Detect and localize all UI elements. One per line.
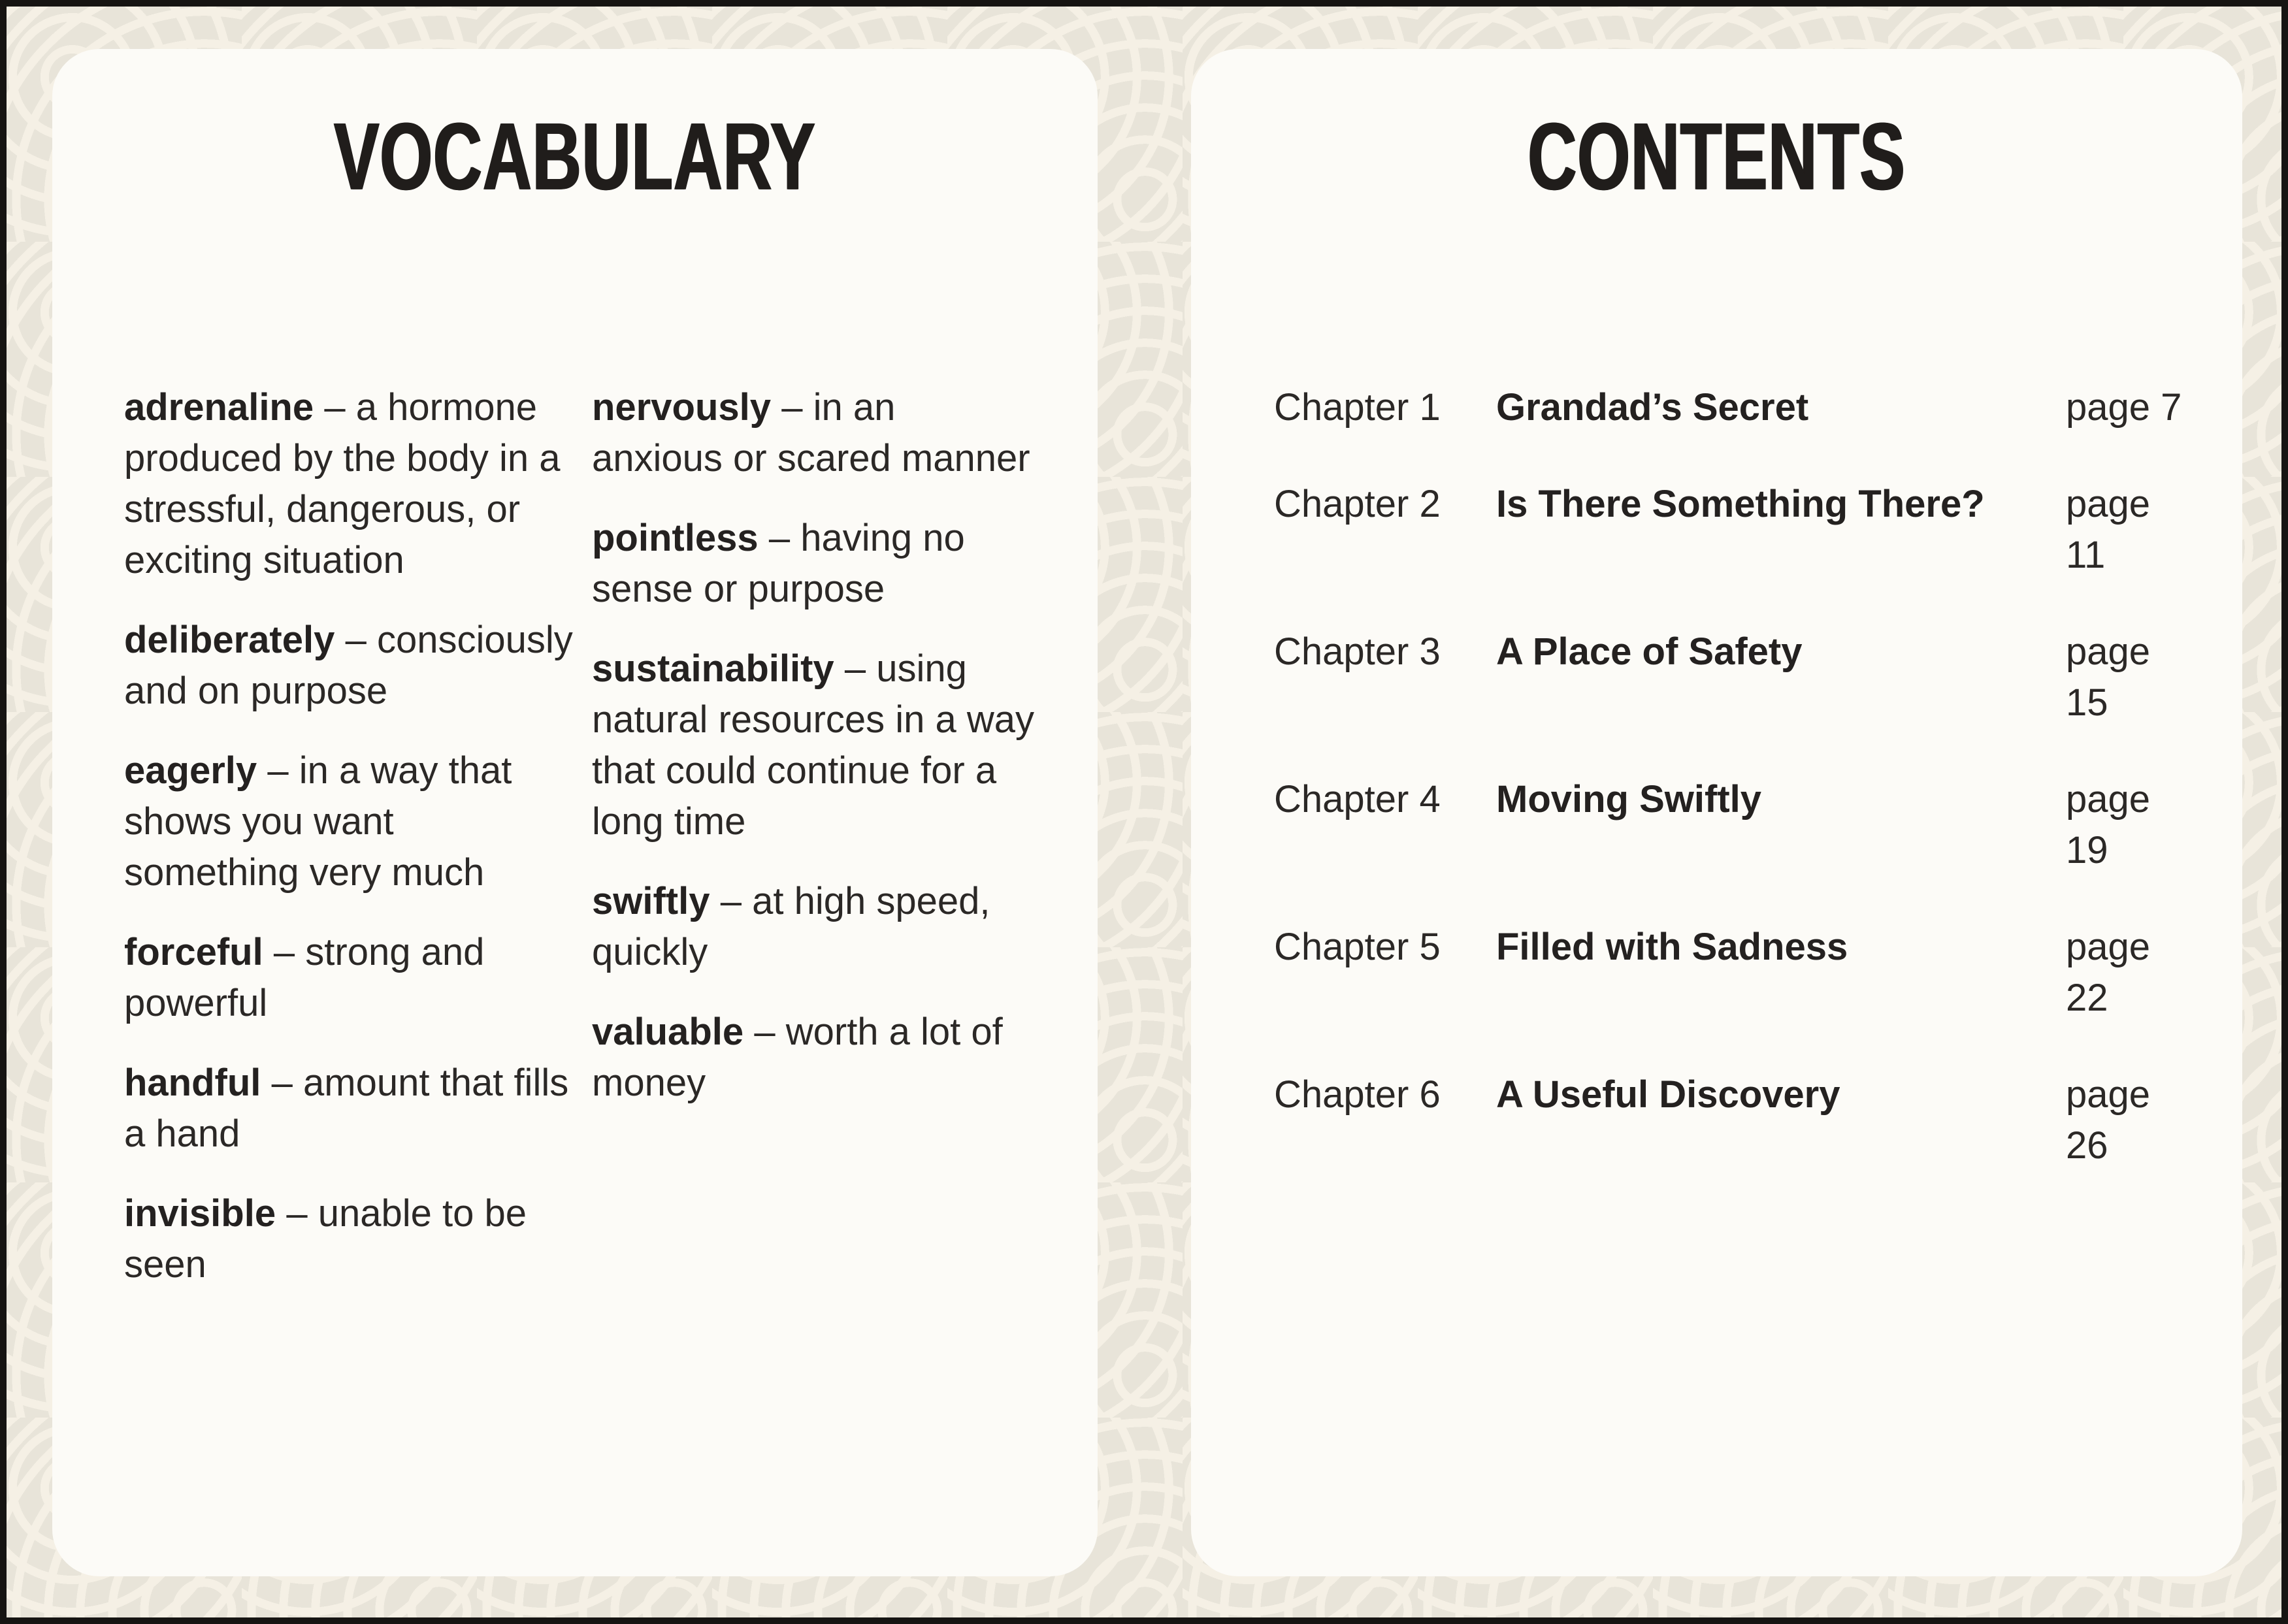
vocab-entry [592,876,1036,978]
toc-page-number: page 26 [2066,1073,2151,1167]
vocab-term: nervously [592,386,771,429]
vocabulary-column-right [592,382,1036,1319]
toc-row [1274,479,2197,581]
vocab-entry [124,1058,575,1160]
vocab-entry [124,745,575,898]
toc-page-number: page 15 [2066,630,2151,724]
toc-row [1274,382,2197,433]
vocab-definition: – in a way that shows you want something very much [124,749,512,894]
vocab-entry [124,382,575,586]
vocab-entry [592,1007,1036,1109]
toc-page-number: page 22 [2066,926,2151,1019]
vocab-definition: – in an anxious or scared manner [592,386,1030,479]
toc-chapter-label: Chapter 5 [1274,926,1441,968]
toc-chapter-label: Chapter 1 [1274,386,1441,429]
vocab-definition: – consciously and on purpose [124,619,573,712]
toc-chapter-title: Filled with Sadness [1496,926,1848,968]
vocabulary-columns [124,382,1098,1319]
vocab-term: swiftly [592,880,710,922]
vocab-term: forceful [124,931,263,973]
vocab-term: adrenaline [124,386,314,429]
toc-chapter-title: Moving Swiftly [1496,778,1761,820]
vocab-definition: – strong and powerful [124,931,485,1024]
vocab-entry [124,615,575,717]
toc-chapter-label: Chapter 3 [1274,630,1441,673]
vocab-term: sustainability [592,647,834,690]
vocab-definition: – unable to be seen [124,1192,527,1286]
vocab-term: eagerly [124,749,257,792]
vocab-term: valuable [592,1011,744,1053]
vocab-definition: – having no sense or purpose [592,517,965,610]
vocab-entry [592,382,1036,484]
vocab-term: invisible [124,1192,276,1235]
toc-chapter-title: Is There Something There? [1496,483,1985,525]
vocab-definition: – a hormone produced by the body in a stressful, dangerous, or exciting situation [124,386,561,581]
toc-chapter-label: Chapter 6 [1274,1073,1441,1116]
vocab-definition: – worth a lot of money [592,1011,1003,1104]
toc-row [1274,1069,2197,1171]
toc-page-number: page 7 [2066,386,2182,429]
vocab-definition: – at high speed, quickly [592,880,990,973]
vocabulary-page [52,49,1098,1576]
vocabulary-title: VOCABULARY [334,103,816,210]
toc-chapter-title: A Place of Safety [1496,630,1803,673]
vocab-entry [124,1188,575,1290]
toc-chapter-label: Chapter 4 [1274,778,1441,820]
toc-page-number: page 11 [2066,483,2151,576]
vocab-term: handful [124,1062,261,1104]
vocab-entry [124,927,575,1029]
patterned-background [7,7,2281,1617]
vocab-entry [592,643,1036,847]
vocab-entry [592,513,1036,615]
toc-row [1274,774,2197,876]
vocab-definition: – amount that fills a hand [124,1062,569,1155]
vocab-term: deliberately [124,619,335,661]
toc-page-number: page 19 [2066,778,2151,871]
table-of-contents [1274,382,2197,1171]
toc-chapter-label: Chapter 2 [1274,483,1441,525]
contents-page [1191,49,2242,1576]
toc-row [1274,922,2197,1024]
contents-title: CONTENTS [1528,103,1906,210]
toc-chapter-title: A Useful Discovery [1496,1073,1840,1116]
toc-row [1274,626,2197,728]
toc-chapter-title: Grandad’s Secret [1496,386,1809,429]
vocab-term: pointless [592,517,759,559]
vocab-definition: – using natural resources in a way that could continue for a long time [592,647,1034,843]
vocabulary-column-left [124,382,575,1319]
